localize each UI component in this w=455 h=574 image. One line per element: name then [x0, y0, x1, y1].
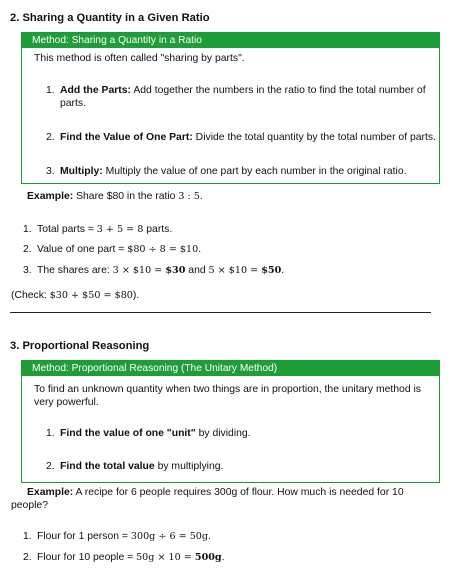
- solution-step-1: 1. Total parts = 3 + 5 = 8 parts.: [23, 224, 173, 235]
- solution-step-3: 3. The shares are: 3 × $10 = $30 and 5 × $10 = $50.: [23, 265, 285, 276]
- example-proportional: Example: A recipe for 6 people requires 300g of flour. How much is needed for 10 people?: [11, 487, 404, 511]
- solution-step-2: 2. Flour for 10 people = 50g × 10 = 500g.: [23, 552, 225, 563]
- method-step-3: 3. Multiply: Multiply the value of one part by each number in the original ratio.: [46, 166, 407, 177]
- method-step-1: 1. Find the value of one "unit" by dividing.: [46, 428, 251, 439]
- method-box-sharing: [21, 32, 440, 184]
- method-step-1: 1. Add the Parts: Add together the numbers in the ratio to find the total number of parts.: [46, 85, 426, 109]
- solution-step-2: 2. Value of one part = $80 ÷ 8 = $10.: [23, 244, 202, 255]
- method-step-2: 2. Find the Value of One Part: Divide the total quantity by the total number of parts.: [46, 132, 436, 143]
- method-intro: This method is often called "sharing by parts".: [34, 53, 245, 64]
- method-box-proportional: [21, 360, 440, 483]
- method-step-2: 2. Find the total value by multiplying.: [46, 461, 224, 472]
- solution-step-1: 1. Flour for 1 person = 300g ÷ 6 = 50g.: [23, 531, 211, 542]
- section-title-proportional: 3. Proportional Reasoning: [10, 340, 150, 352]
- method-intro: To find an unknown quantity when two things are in proportion, the unitary method is very powerful.: [34, 384, 421, 408]
- section-divider: [10, 312, 431, 313]
- method-box-title: Method: Sharing a Quantity in a Ratio: [22, 33, 439, 48]
- example-sharing: Example: Share $80 in the ratio 3 : 5.: [27, 191, 203, 202]
- check-line: (Check: $30 + $50 = $80).: [11, 290, 140, 301]
- method-box-title: Method: Proportional Reasoning (The Unitary Method): [22, 361, 439, 376]
- section-title-sharing: 2. Sharing a Quantity in a Given Ratio: [10, 12, 210, 24]
